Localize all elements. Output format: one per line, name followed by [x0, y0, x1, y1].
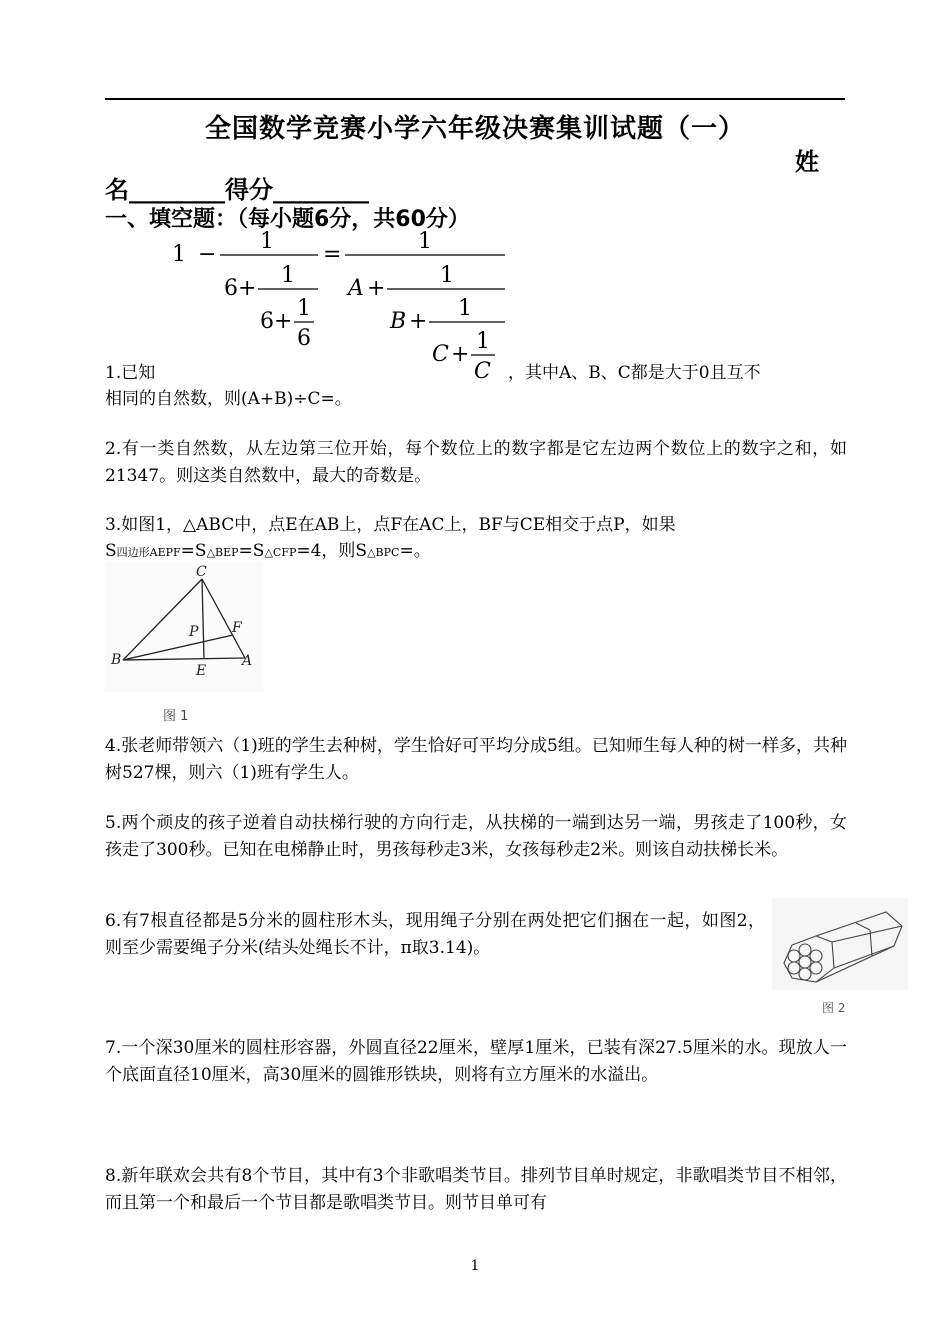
eq-equals: = [323, 242, 342, 267]
fig1-caption: 图 1 [163, 709, 189, 724]
fig1-label-C: C [196, 564, 207, 580]
eq-right-num: 1 [418, 229, 432, 254]
q3-sub3: △CFP [264, 546, 297, 559]
question-2: 2.有一类自然数，从左边第三位开始，每个数位上的数字都是它左边两个数位上的数字之和，如21347。则这类自然数中，最大的奇数是。 [105, 439, 847, 486]
fig1-label-F: F [232, 620, 242, 636]
fig2-caption: 图 2 [822, 1001, 846, 1015]
name-score-line: 名________得分________ [105, 176, 369, 204]
fig1-label-P: P [189, 624, 199, 640]
section-heading: 一、填空题：（每小题6分，共60分） [105, 207, 470, 232]
q3-eq1: =S [180, 541, 207, 561]
fig2-background [772, 898, 908, 990]
eq-right-C: C [432, 342, 449, 367]
q3-sub2: △BEP [206, 546, 239, 559]
question-7: 7.一个深30厘米的圆柱形容器，外圆直径22厘米，壁厚1厘米，已装有深27.5厘米的水。现放人一个底面直径10厘米，高30厘米的圆锥形铁块，则将有立方厘米的水溢出。 [105, 1038, 847, 1085]
page-title: 全国数学竞赛小学六年级决赛集训试题（一） [204, 114, 745, 144]
q3-end: =。 [399, 541, 431, 561]
eq-left-den3: 6 [297, 326, 311, 351]
eq-left-num3: 1 [297, 296, 311, 321]
eq-left-six2: 6 [260, 309, 274, 334]
eq-right-num3: 1 [458, 296, 472, 321]
eq-left-plus2: + [274, 309, 293, 334]
q3-sub4: △BPC [367, 546, 400, 559]
eq-right-plus1: + [367, 276, 386, 301]
fig1-label-B: B [111, 652, 122, 668]
q1-tail: ，其中A、B、C都是大于0且互不 [508, 363, 761, 383]
eq-right-plus3: + [451, 342, 470, 367]
page-number: 1 [470, 1258, 480, 1274]
question-3-line1: 3.如图1，△ABC中，点E在AB上，点F在AC上，BF与CE相交于点P，如果 [105, 515, 676, 535]
eq-minus: − [198, 242, 217, 267]
eq-right-A: A [348, 276, 364, 301]
eq-left-six1: 6 [224, 276, 238, 301]
q3-s1: S [105, 541, 117, 561]
eq-right-num2: 1 [440, 263, 454, 288]
eq-right-num4: 1 [476, 329, 490, 354]
eq-right-plus2: + [409, 309, 428, 334]
top-rule [105, 98, 845, 100]
question-8: 8.新年联欢会共有8个节目，其中有3个非歌唱类节目。排列节目单时规定，非歌唱类节目不相邻，而且第一个和最后一个节目都是歌唱类节目。则节目单可有 [105, 1166, 847, 1213]
eq-right-B: B [390, 309, 407, 334]
question-5: 5.两个顽皮的孩子逆着自动扶梯行驶的方向行走，从扶梯的一端到达另一端，男孩走了100秒，女孩走了300秒。已知在电梯静止时，男孩每秒走3米，女孩每秒走2米。则该自动扶梯长米。 [105, 813, 847, 860]
name-label-part1: 姓 [795, 148, 819, 176]
fig1-label-E: E [196, 663, 207, 679]
eq-left-num: 1 [260, 229, 274, 254]
question-4: 4.张老师带领六（1)班的学生去种树，学生恰好可平均分成5组。已知师生每人种的树一样多，共种树527棵，则六（1)班有学生人。 [105, 736, 847, 783]
eq-one: 1 [172, 242, 186, 267]
figure-1-triangle [105, 562, 265, 727]
q1-start: 1.已知 [105, 363, 156, 383]
eq-left-plus1: + [238, 276, 257, 301]
q3-eq2: =S [238, 541, 265, 561]
fig1-label-A: A [242, 653, 253, 669]
q1-line2: 相同的自然数，则(A+B)÷C=。 [105, 389, 352, 409]
figure-2-bundled-logs [772, 898, 910, 1023]
q3-sub1: 四边形AEPF [116, 546, 181, 559]
eq-left-num2: 1 [281, 263, 295, 288]
q3-eq3: =4，则S [296, 541, 368, 561]
eq-right-den4: C [474, 359, 491, 383]
question-6: 6.有7根直径都是5分米的圆柱形木头，现用绳子分别在两处把它们捆在一起，如图2，则至少需要绳子分米(结头处绳长不计，π取3.14)。 [105, 911, 765, 958]
